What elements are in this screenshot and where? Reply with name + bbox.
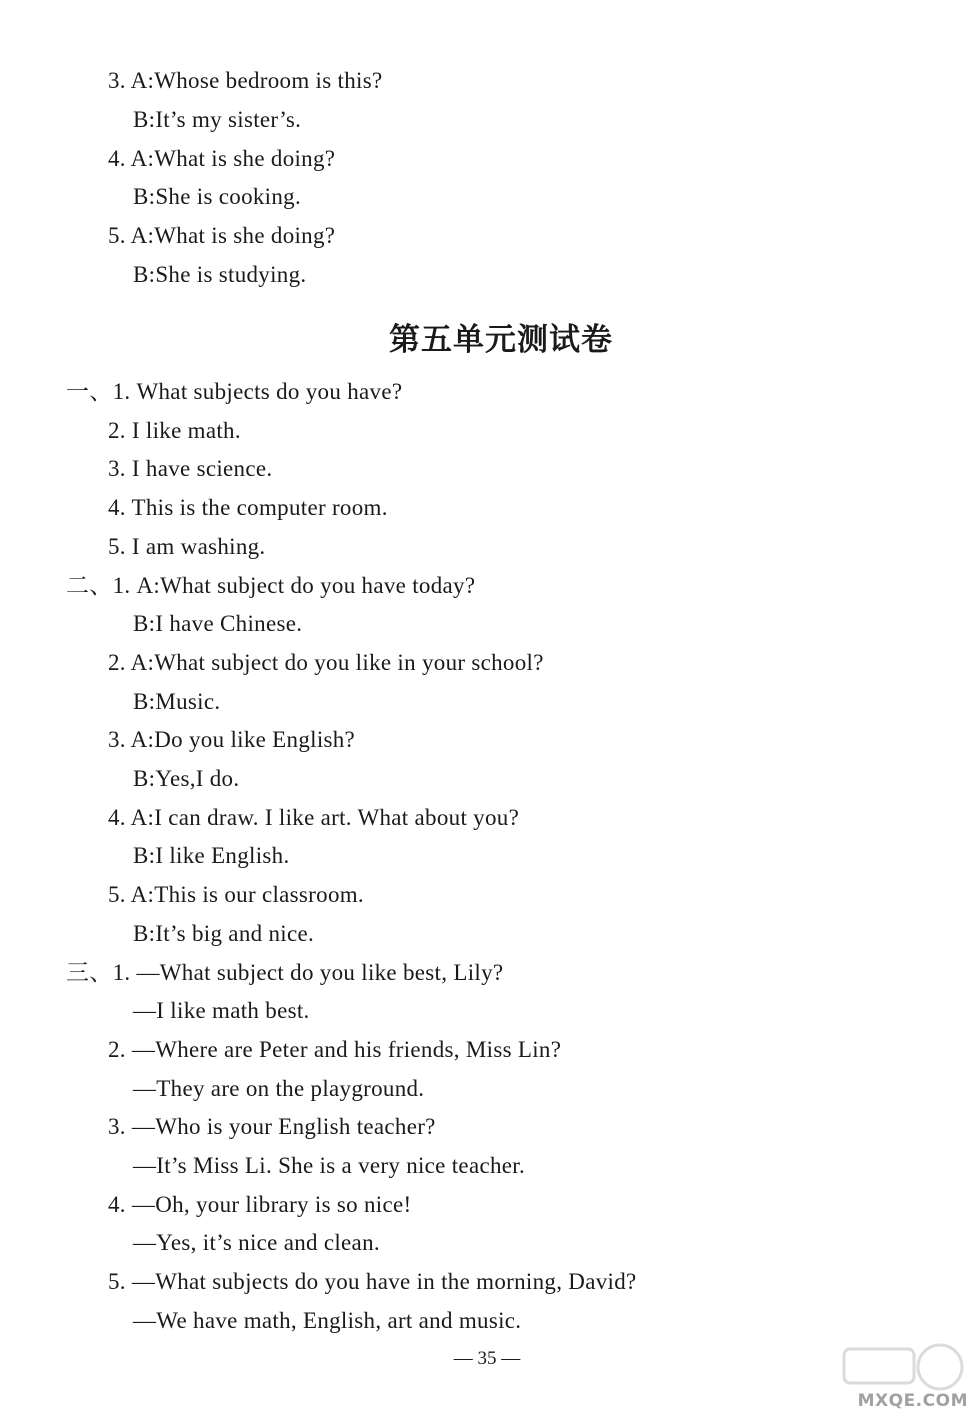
answer-line: 3. —Who is your English teacher? — [108, 1114, 436, 1140]
answer-line: 5. I am washing. — [108, 533, 266, 559]
answer-line: B:I have Chinese. — [133, 611, 303, 637]
answer-line: 一、1. What subjects do you have? — [66, 379, 403, 404]
answer-line: 4. A:I can draw. I like art. What about you? — [108, 804, 520, 830]
answer-line: 2. A:What subject do you like in your school? — [108, 649, 544, 675]
answer-line: B:She is cooking. — [133, 184, 302, 210]
answer-line: B:Yes,I do. — [133, 766, 240, 791]
answer-line: 三、1. —What subject do you like best, Lily? — [66, 959, 504, 985]
answer-line: B:I like English. — [133, 843, 290, 869]
answer-line: 5. —What subjects do you have in the morning, David? — [108, 1269, 637, 1295]
watermark-text: MXQE.COM — [857, 1391, 968, 1411]
answer-line: —We have math, English, art and music. — [133, 1307, 522, 1333]
answer-line: 2. —Where are Peter and his friends, Miss Lin? — [108, 1036, 562, 1062]
answer-line: —They are on the playground. — [133, 1075, 425, 1101]
answer-line: B:She is studying. — [133, 262, 307, 287]
answer-line: B:Music. — [133, 688, 221, 714]
answer-line: 5. A:This is our classroom. — [108, 882, 364, 908]
answer-line: 4. —Oh, your library is so nice! — [108, 1191, 412, 1217]
answer-line: 5. A:What is she doing? — [108, 223, 336, 249]
answer-line: 4. A:What is she doing? — [108, 145, 336, 171]
page-number: — 35 — — [453, 1348, 521, 1369]
answer-line: 2. I like math. — [108, 417, 241, 443]
answer-line: B:It’s my sister’s. — [133, 106, 302, 132]
answer-line: 3. A:Whose bedroom is this? — [108, 68, 383, 93]
answer-line: B:It’s big and nice. — [133, 920, 315, 946]
answer-line: —It’s Miss Li. She is a very nice teacher. — [133, 1153, 526, 1178]
answer-line: 二、1. A:What subject do you have today? — [66, 572, 476, 598]
answer-line: —I like math best. — [133, 998, 310, 1024]
answer-line: 3. I have science. — [108, 456, 273, 482]
answer-line: 4. This is the computer room. — [108, 495, 388, 521]
answer-line: 3. A:Do you like English? — [108, 727, 356, 753]
answer-line: —Yes, it’s nice and clean. — [133, 1230, 380, 1256]
unit-title: 第五单元测试卷 — [389, 322, 613, 358]
